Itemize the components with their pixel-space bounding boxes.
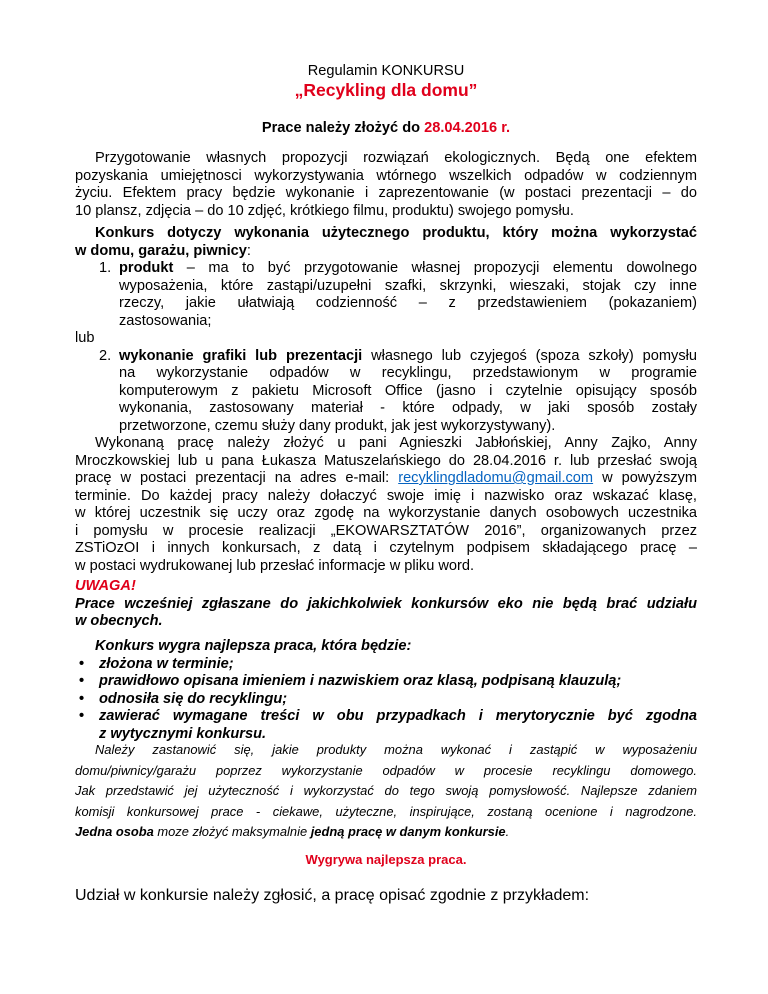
or-separator: lub <box>75 330 95 346</box>
list-item: • złożona w terminie; <box>79 655 234 672</box>
list-item: • zawierać wymagane treści w obu przypadkach i merytorycznie być zgodna z wytycznymi konkursu. <box>79 708 697 742</box>
deadline-date: 28.04.2016 r. <box>424 120 511 136</box>
list-item: • prawidłowo opisana imieniem i nazwiskiem oraz klasą, podpisaną klauzulą; <box>79 673 622 689</box>
intro-paragraph: Przygotowanie własnych propozycji rozwiązań ekologicznych. Będą one efektem pozyskania umiejętnosci wykorzystywania wtórnego wszelkich odpadów w codziennym życiu. Efektem pracy będzie wykonanie i zaprezentowanie (w postaci prezentacji – do 10 plansz, zdjęcia – do 10 zdjęć, krótkiego filmu, produktu) swojego pomysłu. <box>75 150 697 219</box>
email-link[interactable]: recyklingdladomu@gmail.com <box>398 470 594 486</box>
warning-section: UWAGA! Prace wcześniej zgłaszane do jakichkolwiek konkursów eko nie będą brać udziału w obecnych. <box>75 578 697 629</box>
consider-paragraph: Należy zastanowić się, jakie produkty można wykonać i zastąpić w wyposażeniu domu/piwnicy/garażu poprzez wykorzystanie odpadów w procesie recyklingu domowego. Jak przedstawić jej użyteczność i wykorzystać do tego swoją pomysłowość. Najlepsze zdaniem komisji konkursowej prace - ciekawe, użyteczne, inspirujące, zostaną ocenione i nagrodzone. Jedna osoba moze złożyć maksymalnie jedną pracę w danym konkursie. <box>75 742 697 840</box>
winner-line: Wygrywa najlepsza praca. <box>305 852 467 867</box>
footer-line: Udział w konkursie należy zgłosić, a pracę opisać zgodnie z przykładem: <box>75 887 590 904</box>
submission-paragraph: Wykonaną pracę należy złożyć u pani Agnieszki Jabłońskiej, Anny Zajko, Anny Mroczkowskiej lub u pana Łukasza Matuszelańskiego do 28.04.2016 r. lub przesłać swoją pracę w postaci prezentacji na adres e-mail: recyklingdladomu@gmail.com w powyższym terminie. Do każdej pracy należy dołaczyć swoje imię i nazwisko oraz wskazać klasę, w której uczestnik się uczy oraz zgodę na wykorzystanie danych osobowych uczestnika i pomysłu w procesie realizacji „EKOWARSZTATÓW 2016”, organizowanych przez ZSTiOzOI i innych konkursach, z datą i czytelnym podpisem składającego pracę – w postaci wydrukowanej lub przesłać informacje w pliku word. <box>75 435 697 574</box>
contest-scope-section: Konkurs dotyczy wykonania użytecznego produktu, który można wykorzystać w domu, garażu, piwnicy: 1. produkt – ma to być przygotowanie własnej propozycji elementu dowolnego wyposażenia, które zastąpi/uzupełni szafki, skrzynki, wieszaki, stojak czy inne rzeczy, jakie ułatwiają codzienność – z przedstawieniem (pokazaniem) zastosowania; lub 2. wykonanie grafiki lub prezentacji własnego lub czyjegoś (spoza szkoły) pomysłu na wykorzystanie odpadów w recyklingu, przedstawionym w programie komputerowym z pakietu Microsoft Office (jasno i czytelnie opisujący sposób wykonania, zastosowany materiał - które odpady, w jaki sposób zostały przetworzone, czemu służy dany produkt, jak jest wykorzystywany). <box>75 225 697 434</box>
list-item: 2. wykonanie grafiki lub prezentacji własnego lub czyjegoś (spoza szkoły) pomysłu na wykorzystanie odpadów w recyklingu, przedstawionym w programie komputerowym z pakietu Microsoft Office (jasno i czytelnie opisujący sposób wykonania, zastosowany materiał - które odpady, w jaki sposób zostały przetworzone, czemu służy dany produkt, jak jest wykorzystywany). <box>99 347 697 434</box>
list-item: • odnosiła się do recyklingu; <box>79 690 288 707</box>
contest-name: „Recykling dla domu” <box>294 80 478 100</box>
scope-heading: Konkurs dotyczy wykonania użytecznego produktu, który można wykorzystać <box>95 225 697 241</box>
deadline-line: Prace należy złożyć do 28.04.2016 r. <box>261 120 511 136</box>
document-title: Regulamin KONKURSU <box>307 63 465 79</box>
criteria-heading: Konkurs wygra najlepsza praca, która będzie: <box>95 638 412 654</box>
warning-label: UWAGA! <box>75 578 136 594</box>
criteria-section <box>75 638 697 743</box>
list-item: 1. produkt – ma to być przygotowanie własnej propozycji elementu dowolnego wyposażenia, które zastąpi/uzupełni szafki, skrzynki, wieszaki, stojak czy inne rzeczy, jakie ułatwiają codzienność – z przedstawieniem (pokazaniem) zastosowania; <box>99 260 697 329</box>
